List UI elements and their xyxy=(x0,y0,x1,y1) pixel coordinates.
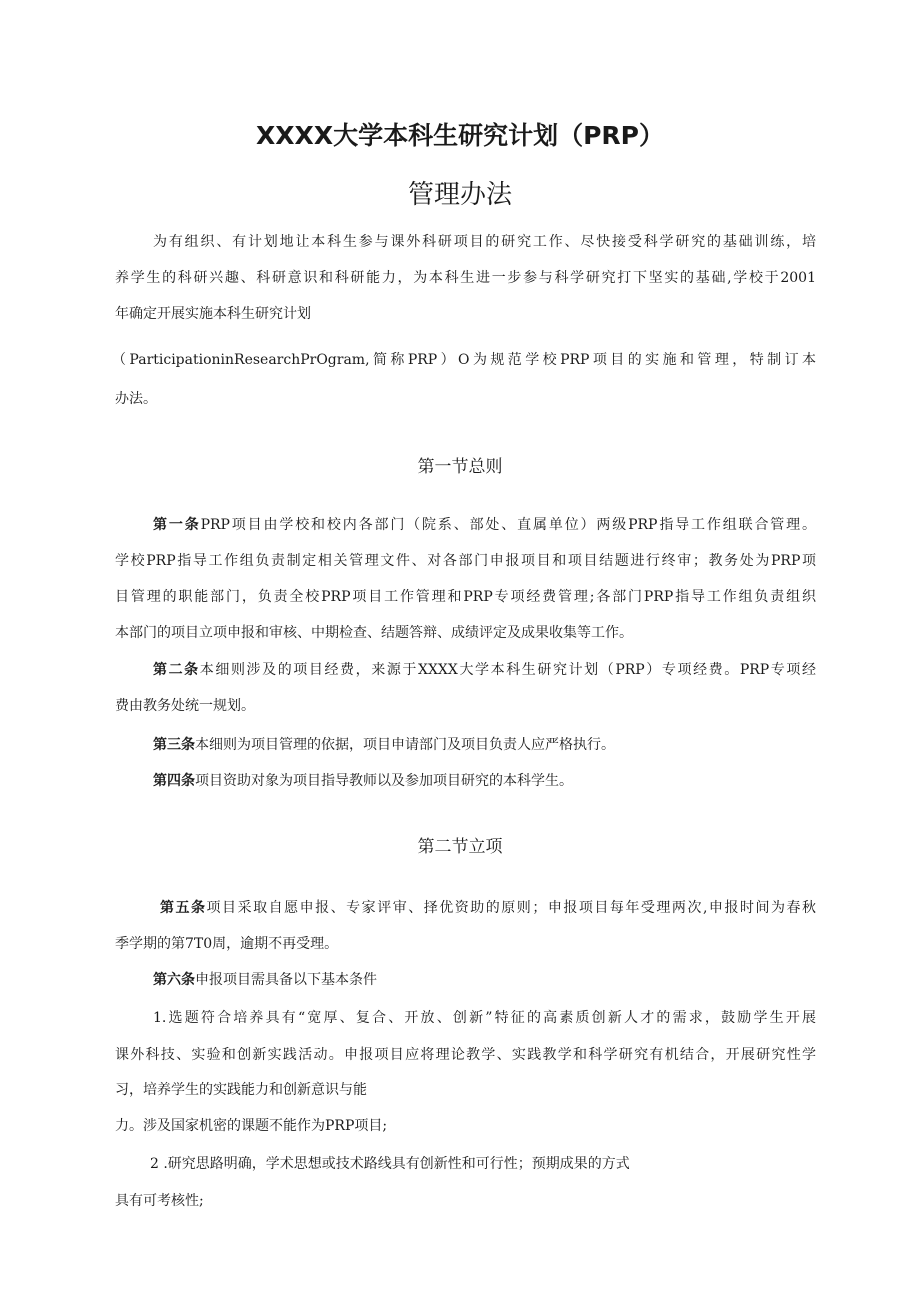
article-5-text: 项目采取自愿申报、专家评审、择优资助的原则；申报项目每年受理两次,申报时间为春秋 xyxy=(206,900,817,916)
article-4-line-1 xyxy=(153,771,573,791)
item-1-line-2: 课外科技、实验和创新实践活动。申报项目应将理论教学、实践教学和科学研究有机结合，开展研究性学 xyxy=(115,1047,816,1063)
article-6-text: 申报项目需具备以下基本条件 xyxy=(195,972,377,988)
article-1-line-1 xyxy=(153,515,816,535)
item-1-line-3: 习，培养学生的实践能力和创新意识与能 xyxy=(115,1082,367,1098)
article-1-label: 第一条 xyxy=(153,517,201,533)
item-1-line-1: 1.选题符合培养具有“宽厚、复合、开放、创新”特征的高素质创新人才的需求，鼓励学生开展 xyxy=(153,1010,816,1026)
article-4-text: 项目资助对象为项目指导教师以及参加项目研究的本科学生。 xyxy=(195,773,573,789)
article-3-label: 第三条 xyxy=(153,737,195,753)
intro-line-3: 年确定开展实施本科生研究计划 xyxy=(115,306,311,322)
article-5-line-2: 季学期的第7T0周，逾期不再受理。 xyxy=(115,936,339,952)
document-subtitle: 管理办法 xyxy=(407,180,512,210)
section-heading-establishment: 第二节立项 xyxy=(417,837,503,857)
intro-line-5: 办法。 xyxy=(115,391,157,407)
article-1-line-3: 目管理的职能部门，负责全校PRP项目工作管理和PRP专项经费管理;各部门PRP指导工作组负责组织 xyxy=(115,589,816,605)
article-3-line-1 xyxy=(153,735,615,755)
item-1-line-4: 力。涉及国家机密的课题不能作为PRP项目; xyxy=(115,1118,388,1134)
article-1-text: PRP项目由学校和校内各部门（院系、部处、直属单位）两级PRP指导工作组联合管理。 xyxy=(200,517,816,533)
intro-line-2: 养学生的科研兴趣、科研意识和科研能力，为本科生进一步参与科学研究打下坚实的基础,学校于2001 xyxy=(115,270,816,286)
article-6-label: 第六条 xyxy=(153,972,195,988)
intro-line-4: （ParticipationinResearchPrOgram,简称PRP）O为规范学校PRP项目的实施和管理，特制订本 xyxy=(112,352,816,368)
article-2-label: 第二条 xyxy=(153,662,200,678)
item-2-line-1: 2 .研究思路明确，学术思想或技术路线具有创新性和可行性；预期成果的方式 xyxy=(150,1156,630,1172)
document-title: XXXX大学本科生研究计划（PRP） xyxy=(256,121,664,150)
article-2-text: 本细则涉及的项目经费，来源于XXXX大学本科生研究计划（PRP）专项经费。PRP专项经 xyxy=(199,662,816,678)
article-3-text: 本细则为项目管理的依据，项目申请部门及项目负责人应严格执行。 xyxy=(195,737,615,753)
article-5-label: 第五条 xyxy=(160,900,207,916)
article-1-line-4: 本部门的项目立项申报和审核、中期检查、结题答辩、成绩评定及成果收集等工作。 xyxy=(115,625,633,641)
section-heading-general: 第一节总则 xyxy=(417,457,503,477)
article-6-line-1 xyxy=(153,970,377,990)
article-4-label: 第四条 xyxy=(153,773,195,789)
article-2-line-2: 费由教务处统一规划。 xyxy=(115,698,255,714)
article-5-line-1 xyxy=(160,898,816,918)
intro-line-1: 为有组织、有计划地让本科生参与课外科研项目的研究工作、尽快接受科学研究的基础训练，培 xyxy=(153,234,816,250)
article-2-line-1 xyxy=(153,660,816,680)
item-2-line-2: 具有可考核性; xyxy=(115,1193,204,1209)
article-1-line-2: 学校PRP指导工作组负责制定相关管理文件、对各部门申报项目和项目结题进行终审；教务处为PRP项 xyxy=(115,553,816,569)
